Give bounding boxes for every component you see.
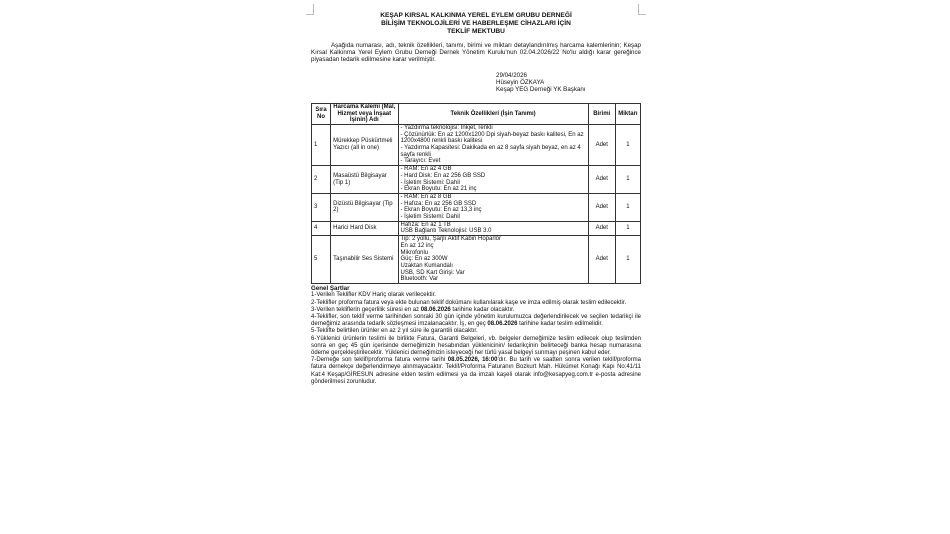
row-unit: Adet [588,236,615,284]
spec-line: - RAM: En az 4 GB [400,166,452,173]
spec-line: Tip: 2 yollu, Şarjlı Aktif Kabin Hoparlör [400,236,502,243]
spec-line: USB Bağlantı Teknolojisi: USB 3.0 [400,228,492,235]
header-no: Sıra No [312,103,331,124]
condition-3-text-end: tarihine kadar olacaktır. [450,306,515,313]
condition-3 [311,307,641,314]
condition-7-deadline: 08.05.2026, 16:00 [447,357,498,364]
row-no: 4 [312,221,331,235]
spec-line: Hafıza: En az 1 TB [400,221,451,228]
header-spec: Teknik Özellikleri (İşin Tanımı) [398,103,588,124]
row-item-name: Harici Hard Disk [331,221,398,235]
document-content [311,10,641,386]
spec-line: Güç: En az 300W [400,256,448,263]
table-row [312,236,641,284]
header-item: Harcama Kalemi (Mal, Hizmet veya İnşaat İşinin) Adı [331,103,398,124]
row-spec [398,124,588,165]
spec-line: Mikrofonlu [400,249,429,256]
condition-4-text: 4-Teklifler, son teklif verme tarihinden sonraki 30 gün içinde yönetim kurulumuzca değerlendirilecek ve seçilen tedarikçi ile derneğimiz arasında tedarik sözleşmesi imzalanacaktır. İş, en geç [311,313,641,328]
document-title-line2: BİLİŞİM TEKNOLOJİLERİ VE HABERLEŞME CİHAZLARI İÇİN [381,20,571,27]
spec-line: - Yazdırma teknolojisi: Inkjet, renkli [400,124,493,131]
condition-3-date: 08.06.2026 [420,306,451,313]
row-qty: 1 [615,166,640,194]
spec-line: - Hard Disk: En az 256 GB SSD [400,172,486,179]
condition-5: 5-Teklifte belirtilen ürünler en az 2 yıl süre ile garantili olacaktır. [311,328,478,335]
intro-paragraph: Aşağıda numarası, adı, teknik özellikleri, tanımı, birimi ve miktarı detaylandırılmış harcama kalemlerinin; Keşap Kırsal Kalkınma Yerel Eylem Grubu Derneği Dernek Yönetim Kurulu'nun 02.04.2026/22 No'lu aldığı karar gereğince piyasadan tedarik edilmesine karar verilmiştir. [311,42,641,64]
condition-1: 1-Verilen Teklifler KDV Hariç olarak verilecektir. [311,292,436,299]
row-item-name: Taşınabilir Ses Sistemi [331,236,398,284]
table-row [312,221,641,235]
condition-7-text-end: 'dır. Bu tarih ve saatten sonra verilen teklif/proforma fatura dernekçe değerlendirmeye alınmayacaktır. Teklif/Proforma Faturanın Bozkurt Mah. Hükümet Konağı Kapı No:41/11 Kat:4 Keşap/GİRESUN adresine elden teslim edilmesi ya da imzalı kaşeli olarak info@kesapyeg.com.tr e-posta adresine gönderilmesi zorunludur. [311,357,641,385]
row-item-name: Mürekkep Püskürtmeli Yazıcı (all in one) [331,124,398,165]
header-qty: Miktarı [615,103,640,124]
spec-line: - Çözünürlük: En az 1200x1200 Dpi siyah-beyaz baskı kalitesi, En az 1200x4800 renkli baskı kalitesi [400,131,584,145]
table-row [312,166,641,194]
row-spec [398,166,588,194]
condition-7-text: 7-Derneğe son teklif/proforma fatura verme tarihi [311,357,448,364]
spec-line: - Ekran Boyutu: En az 13,3 inç [400,207,482,214]
spec-line: - Tarayıcı: Evet [400,158,441,165]
document-title-line3: TEKLİF MEKTUBU [447,28,505,35]
spec-line: - Ekran Boyutu: En az 21 inç [400,186,477,193]
row-qty: 1 [615,221,640,235]
row-unit: Adet [588,166,615,194]
row-unit: Adet [588,221,615,235]
header-unit: Birimi [588,103,615,124]
spec-line: - RAM: En az 8 GB [400,193,452,200]
spec-line: Bluetooth: Var [400,276,439,283]
spec-line: - İşletim Sistemi: Dahil [400,179,460,186]
spec-line: USB, SD Kart Girişi: Var [400,269,465,276]
row-no: 1 [312,124,331,165]
signature-block [496,72,641,94]
condition-6: 6-Yüklenici ürünlerin teslimi ile birlikte Fatura, Garanti Belgeleri, vb. belgeler derneğimize teslim edilecek olup teslimden sonra en geç 45 gün içerisinde derneğimizin hesabından yüklenicinin/ tedarikçinin belirteceği banka hesap numarasına ödeme gerçekleştirilecektir. Yüklenici derneğimizin isteyeceği her türlü yasal belgeyi sunmayı peşinen kabul eder. [311,335,641,356]
row-no: 2 [312,166,331,194]
spec-line: - Yazdırma Kapasitesi: Dakikada en az 8 sayfa siyah beyaz, en az 4 sayfa renkli [400,145,581,158]
items-table [311,103,641,284]
row-item-name: Masaüstü Bilgisayar (Tip 1) [331,166,398,194]
table-row [312,193,641,221]
row-qty: 1 [615,193,640,221]
condition-4-text-end: tarihine kadar teslim edilmelidir. [517,321,603,328]
row-qty: 1 [615,236,640,284]
condition-4-date: 08.06.2026 [487,321,518,328]
row-no: 5 [312,236,331,284]
row-unit: Adet [588,193,615,221]
table-header-row [312,103,641,124]
spec-line: - İşletim Sistemi: Dahil [400,214,460,221]
signer-title: Keşap YEG Derneği YK Başkanı [496,86,586,94]
row-spec [398,221,588,235]
condition-3-text: 3-Verilen tekliflerin geçerlilik süresi en az [311,306,421,313]
condition-7 [311,357,641,386]
document-page [306,0,646,534]
spec-line: En az 12 inç [400,242,434,249]
row-spec [398,193,588,221]
conditions-title: Genel Şartlar [311,285,350,293]
row-qty: 1 [615,124,640,165]
table-row [312,124,641,165]
document-title-line1: KEŞAP KIRSAL KALKINMA YEREL EYLEM GRUBU DERNEĞİ [380,12,572,19]
condition-2: 2-Teklifler proforma fatura veya ekte bulunan teklif dokümanı kullanılarak kaşe ve imza edilmiş olarak teslim edilecektir. [311,299,627,306]
spec-line: Uzaktan Kumandalı [400,263,453,269]
spec-line: - Hafıza: En az 256 GB SSD [400,200,477,207]
row-item-name: Dizüstü Bilgisayar (Tip 2) [331,193,398,221]
row-spec [398,236,588,284]
row-unit: Adet [588,124,615,165]
signature-date: 29/04/2026 [496,71,527,79]
signer-name: Hüseyin ÖZKAYA [496,79,545,87]
condition-4 [311,314,641,328]
row-no: 3 [312,193,331,221]
